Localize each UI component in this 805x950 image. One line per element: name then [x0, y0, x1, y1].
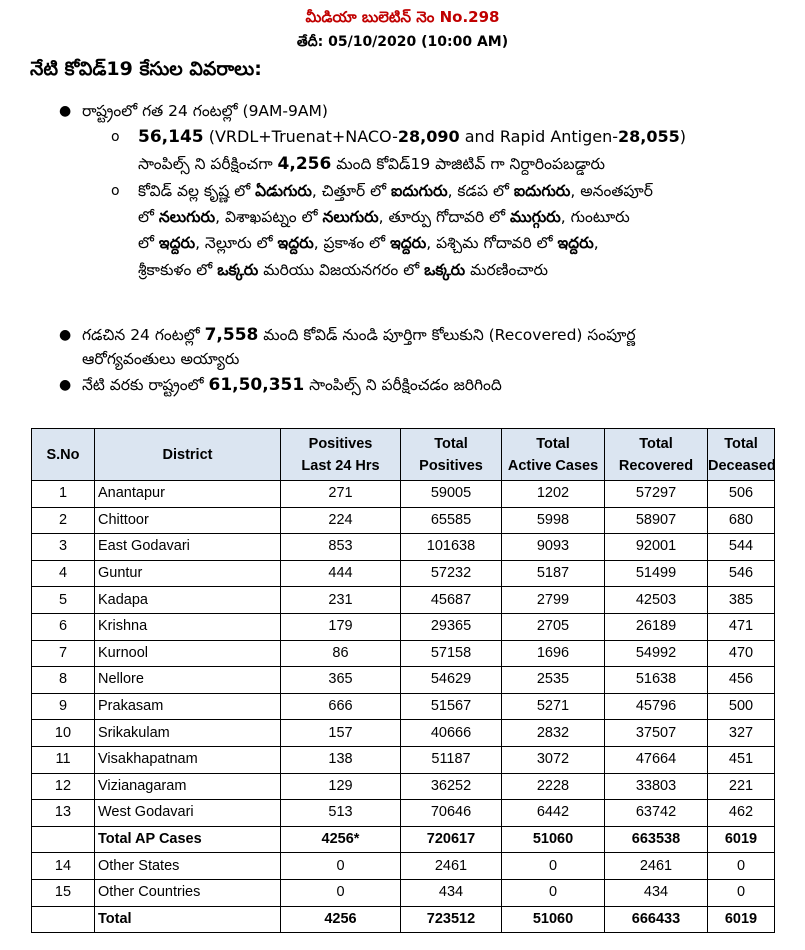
- cell-sno: 12: [32, 773, 95, 800]
- text-fragment: గడచిన 24 గంటల్లో: [82, 326, 205, 344]
- bullet-1-sub-2-line-2: [138, 204, 630, 230]
- text-fragment: లో: [138, 208, 159, 226]
- cell-active-cases: 2799: [502, 587, 605, 614]
- cell-recovered: 42503: [605, 587, 708, 614]
- text-fragment: , విశాఖపట్నం లో: [215, 208, 323, 226]
- total-samples-count: 61,50,351: [208, 375, 305, 395]
- table-row: [32, 826, 775, 853]
- table-row: [32, 693, 775, 720]
- cell-district: Chittoor: [95, 507, 281, 534]
- column-header-deceased: [708, 429, 775, 481]
- cell-positives-24h: 138: [281, 746, 401, 773]
- cell-deceased: 506: [708, 481, 775, 508]
- cell-sno: 3: [32, 534, 95, 561]
- cell-total-positives: 40666: [401, 720, 502, 747]
- cell-recovered: 663538: [605, 826, 708, 853]
- cell-recovered: 57297: [605, 481, 708, 508]
- cell-deceased: 6019: [708, 826, 775, 853]
- district-cases-table-container: [31, 428, 774, 933]
- cell-total-positives: 2461: [401, 853, 502, 880]
- cell-deceased: 221: [708, 773, 775, 800]
- cell-positives-24h: 179: [281, 613, 401, 640]
- cell-positives-24h: 365: [281, 667, 401, 694]
- cell-total-positives: 723512: [401, 906, 502, 933]
- cell-recovered: 666433: [605, 906, 708, 933]
- sub-bullet-ring-icon: o: [111, 129, 120, 145]
- text-fragment: మరియు విజయనగరం లో: [258, 261, 425, 279]
- cell-active-cases: 6442: [502, 800, 605, 827]
- text-fragment: లో: [138, 234, 159, 252]
- cell-deceased: 500: [708, 693, 775, 720]
- column-header-line: Recovered: [618, 457, 694, 474]
- text-bold: ఐదుగురు: [513, 182, 571, 200]
- column-header-line: Total: [639, 435, 673, 452]
- cell-district: Total AP Cases: [95, 826, 281, 853]
- cell-district: West Godavari: [95, 800, 281, 827]
- text-fragment: , పశ్చిమ గోదావరి లో: [426, 234, 558, 252]
- column-header-line: Total: [724, 435, 758, 452]
- cell-recovered: 92001: [605, 534, 708, 561]
- text-bold: ఇద్దరు: [390, 234, 427, 252]
- cell-active-cases: 0: [502, 879, 605, 906]
- table-row: [32, 879, 775, 906]
- cell-recovered: 45796: [605, 693, 708, 720]
- column-header-line: Positives: [308, 435, 373, 452]
- text-bold: ఇద్దరు: [277, 234, 314, 252]
- column-header-positives-24h: [281, 429, 401, 481]
- cell-active-cases: 3072: [502, 746, 605, 773]
- table-row: [32, 507, 775, 534]
- cell-sno: 13: [32, 800, 95, 827]
- cell-district: Guntur: [95, 560, 281, 587]
- cell-deceased: 456: [708, 667, 775, 694]
- cell-total-positives: 65585: [401, 507, 502, 534]
- table-row: [32, 853, 775, 880]
- cell-deceased: 451: [708, 746, 775, 773]
- cell-deceased: 6019: [708, 906, 775, 933]
- bullet-1-text: రాష్ట్రంలో గత 24 గంటల్లో (9AM-9AM): [82, 102, 328, 120]
- text-bold: నలుగురు: [322, 208, 379, 226]
- cell-sno: 9: [32, 693, 95, 720]
- text-bold: ఇద్దరు: [557, 234, 594, 252]
- cell-sno: 14: [32, 853, 95, 880]
- column-header-line: Deceased: [708, 457, 776, 474]
- cell-recovered: 51638: [605, 667, 708, 694]
- cell-deceased: 680: [708, 507, 775, 534]
- column-header-line: District: [162, 446, 213, 463]
- cell-active-cases: 1202: [502, 481, 605, 508]
- cell-district: Other States: [95, 853, 281, 880]
- column-header-line: Active Cases: [507, 457, 599, 474]
- cell-district: Krishna: [95, 613, 281, 640]
- cell-positives-24h: 271: [281, 481, 401, 508]
- bullet-1-sub-2-line-3: [138, 230, 599, 256]
- cell-sno: 10: [32, 720, 95, 747]
- cell-positives-24h: 0: [281, 879, 401, 906]
- text-bold: నలుగురు: [158, 208, 216, 226]
- cell-deceased: 546: [708, 560, 775, 587]
- cell-deceased: 462: [708, 800, 775, 827]
- text-fragment: , చిత్తూర్ లో: [311, 182, 392, 200]
- cell-positives-24h: 129: [281, 773, 401, 800]
- bullet-3-text: [82, 372, 502, 398]
- bullet-1-sub-2-line-1: [138, 178, 653, 204]
- bullet-1-sub-2-line-4: [138, 257, 548, 283]
- text-fragment: శ్రీకాకుళం లో: [138, 261, 218, 279]
- cell-active-cases: 2535: [502, 667, 605, 694]
- cell-deceased: 470: [708, 640, 775, 667]
- cell-deceased: 385: [708, 587, 775, 614]
- cell-district: Total: [95, 906, 281, 933]
- cell-recovered: 2461: [605, 853, 708, 880]
- cell-total-positives: 57158: [401, 640, 502, 667]
- cell-total-positives: 70646: [401, 800, 502, 827]
- text-fragment: ): [679, 127, 687, 146]
- cell-positives-24h: 231: [281, 587, 401, 614]
- cell-total-positives: 59005: [401, 481, 502, 508]
- cell-active-cases: 51060: [502, 826, 605, 853]
- cell-positives-24h: 86: [281, 640, 401, 667]
- table-row: [32, 613, 775, 640]
- cell-recovered: 37507: [605, 720, 708, 747]
- cell-positives-24h: 444: [281, 560, 401, 587]
- cell-positives-24h: 0: [281, 853, 401, 880]
- cell-sno: 15: [32, 879, 95, 906]
- cell-positives-24h: 224: [281, 507, 401, 534]
- column-header-active-cases: [502, 429, 605, 481]
- bullet-1-sub-1-line-1: [138, 124, 686, 150]
- column-header-total-positives: [401, 429, 502, 481]
- table-row: [32, 534, 775, 561]
- cell-district: Srikakulam: [95, 720, 281, 747]
- table-body: [32, 481, 775, 933]
- column-header-line: Total: [434, 435, 468, 452]
- column-header-district: [95, 429, 281, 481]
- cell-district: Other Countries: [95, 879, 281, 906]
- cell-recovered: 51499: [605, 560, 708, 587]
- cell-sno: 8: [32, 667, 95, 694]
- cell-total-positives: 29365: [401, 613, 502, 640]
- table-header-row: [32, 429, 775, 481]
- table-row: [32, 560, 775, 587]
- cell-district: East Godavari: [95, 534, 281, 561]
- cell-total-positives: 434: [401, 879, 502, 906]
- cell-total-positives: 36252: [401, 773, 502, 800]
- table-row: [32, 667, 775, 694]
- table-row: [32, 906, 775, 933]
- recovered-count: 7,558: [204, 325, 259, 345]
- cell-sno: 11: [32, 746, 95, 773]
- cell-district: Kurnool: [95, 640, 281, 667]
- cell-positives-24h: 666: [281, 693, 401, 720]
- text-fragment: ,: [593, 234, 599, 252]
- cell-positives-24h: 4256*: [281, 826, 401, 853]
- column-header-recovered: [605, 429, 708, 481]
- cell-sno: 6: [32, 613, 95, 640]
- cell-sno: 7: [32, 640, 95, 667]
- text-bold: ముగ్గురు: [510, 208, 561, 226]
- column-header-line: Positives: [419, 457, 483, 474]
- cell-deceased: 327: [708, 720, 775, 747]
- cell-active-cases: 5998: [502, 507, 605, 534]
- bullet-dot-icon: ●: [59, 327, 72, 343]
- table-row: [32, 481, 775, 508]
- table-row: [32, 773, 775, 800]
- text-fragment: , ప్రకాశం లో: [313, 234, 391, 252]
- cell-sno: [32, 906, 95, 933]
- bullet-2-line-2: ఆరోగ్యవంతులు అయ్యారు: [82, 350, 240, 368]
- cell-district: Nellore: [95, 667, 281, 694]
- text-fragment: , నెల్లూరు లో: [195, 234, 278, 252]
- text-fragment: సాంపిల్స్ ని పరీక్షించడం జరిగింది: [304, 376, 502, 394]
- district-cases-table: [31, 428, 775, 933]
- cell-active-cases: 5187: [502, 560, 605, 587]
- cell-active-cases: 2705: [502, 613, 605, 640]
- text-fragment: , అనంతపూర్: [570, 182, 653, 200]
- cell-active-cases: 0: [502, 853, 605, 880]
- cell-recovered: 33803: [605, 773, 708, 800]
- cell-district: Prakasam: [95, 693, 281, 720]
- cell-total-positives: 720617: [401, 826, 502, 853]
- table-row: [32, 587, 775, 614]
- cell-total-positives: 57232: [401, 560, 502, 587]
- rapid-antigen-count: 28,055: [618, 127, 680, 146]
- cell-recovered: 47664: [605, 746, 708, 773]
- cell-active-cases: 1696: [502, 640, 605, 667]
- table-row: [32, 800, 775, 827]
- column-header-line: Total: [536, 435, 570, 452]
- text-fragment: మంది కోవిడ్19 పాజిటివ్ గా నిర్దారింపబడ్డారు: [331, 155, 605, 173]
- column-header-sno: [32, 429, 95, 481]
- text-bold: ఐదుగురు: [391, 182, 448, 200]
- cell-positives-24h: 853: [281, 534, 401, 561]
- cell-active-cases: 5271: [502, 693, 605, 720]
- cell-deceased: 0: [708, 853, 775, 880]
- text-bold: ఏడుగురు: [255, 182, 312, 200]
- cell-active-cases: 9093: [502, 534, 605, 561]
- text-fragment: నేటి వరకు రాష్ట్రంలో: [82, 376, 209, 394]
- text-fragment: (VRDL+Truenat+NACO-: [203, 127, 398, 146]
- cell-positives-24h: 513: [281, 800, 401, 827]
- cell-sno: 1: [32, 481, 95, 508]
- cell-active-cases: 2832: [502, 720, 605, 747]
- column-header-line: Last 24 Hrs: [301, 457, 380, 474]
- bullet-dot-icon: ●: [59, 103, 72, 119]
- bullet-1-sub-1-line-2: [138, 151, 605, 177]
- table-row: [32, 746, 775, 773]
- text-bold: ఒక్కరు: [424, 261, 466, 279]
- bullet-2-line-1: [82, 322, 636, 348]
- cell-sno: 5: [32, 587, 95, 614]
- cell-recovered: 58907: [605, 507, 708, 534]
- vrdl-count: 28,090: [397, 127, 460, 146]
- cell-sno: 4: [32, 560, 95, 587]
- text-fragment: , గుంటూరు: [560, 208, 630, 226]
- text-fragment: మంది కోవిడ్ నుండి పూర్తిగా కోలుకుని (Recovered) సంపూర్ణ: [258, 326, 636, 344]
- cell-deceased: 544: [708, 534, 775, 561]
- section-heading: నేటి కోవిడ్19 కేసుల వివరాలు:: [30, 58, 262, 80]
- bulletin-date: తేదీ: 05/10/2020 (10:00 AM): [296, 34, 509, 50]
- text-fragment: కోవిడ్ వల్ల కృష్ణ లో: [138, 182, 256, 200]
- cell-active-cases: 51060: [502, 906, 605, 933]
- cell-recovered: 63742: [605, 800, 708, 827]
- cell-total-positives: 101638: [401, 534, 502, 561]
- cell-district: Anantapur: [95, 481, 281, 508]
- cell-positives-24h: 157: [281, 720, 401, 747]
- cell-total-positives: 54629: [401, 667, 502, 694]
- text-bold: ఇద్దరు: [158, 234, 196, 252]
- cell-active-cases: 2228: [502, 773, 605, 800]
- cell-sno: [32, 826, 95, 853]
- cell-recovered: 26189: [605, 613, 708, 640]
- cell-district: Kadapa: [95, 587, 281, 614]
- column-header-line: S.No: [46, 446, 80, 463]
- samples-tested-count: 56,145: [138, 127, 204, 147]
- text-fragment: , కడప లో: [447, 182, 514, 200]
- text-bold: ఒక్కరు: [217, 261, 259, 279]
- sub-bullet-ring-icon: o: [111, 183, 120, 199]
- table-row: [32, 640, 775, 667]
- cell-recovered: 54992: [605, 640, 708, 667]
- text-fragment: సాంపిల్స్ ని పరీక్షించగా: [138, 155, 278, 173]
- cell-deceased: 0: [708, 879, 775, 906]
- cell-total-positives: 51187: [401, 746, 502, 773]
- cell-recovered: 434: [605, 879, 708, 906]
- cell-sno: 2: [32, 507, 95, 534]
- cell-total-positives: 51567: [401, 693, 502, 720]
- text-fragment: , తూర్పు గోదావరి లో: [378, 208, 511, 226]
- cell-total-positives: 45687: [401, 587, 502, 614]
- cell-district: Vizianagaram: [95, 773, 281, 800]
- positive-count: 4,256: [277, 154, 332, 174]
- table-row: [32, 720, 775, 747]
- bullet-dot-icon: ●: [59, 377, 72, 393]
- cell-district: Visakhapatnam: [95, 746, 281, 773]
- cell-positives-24h: 4256: [281, 906, 401, 933]
- text-fragment: మరణించారు: [465, 261, 549, 279]
- cell-deceased: 471: [708, 613, 775, 640]
- text-fragment: and Rapid Antigen-: [459, 127, 619, 146]
- bulletin-title: మీడియా బులెటిన్ నెం No.298: [305, 8, 500, 26]
